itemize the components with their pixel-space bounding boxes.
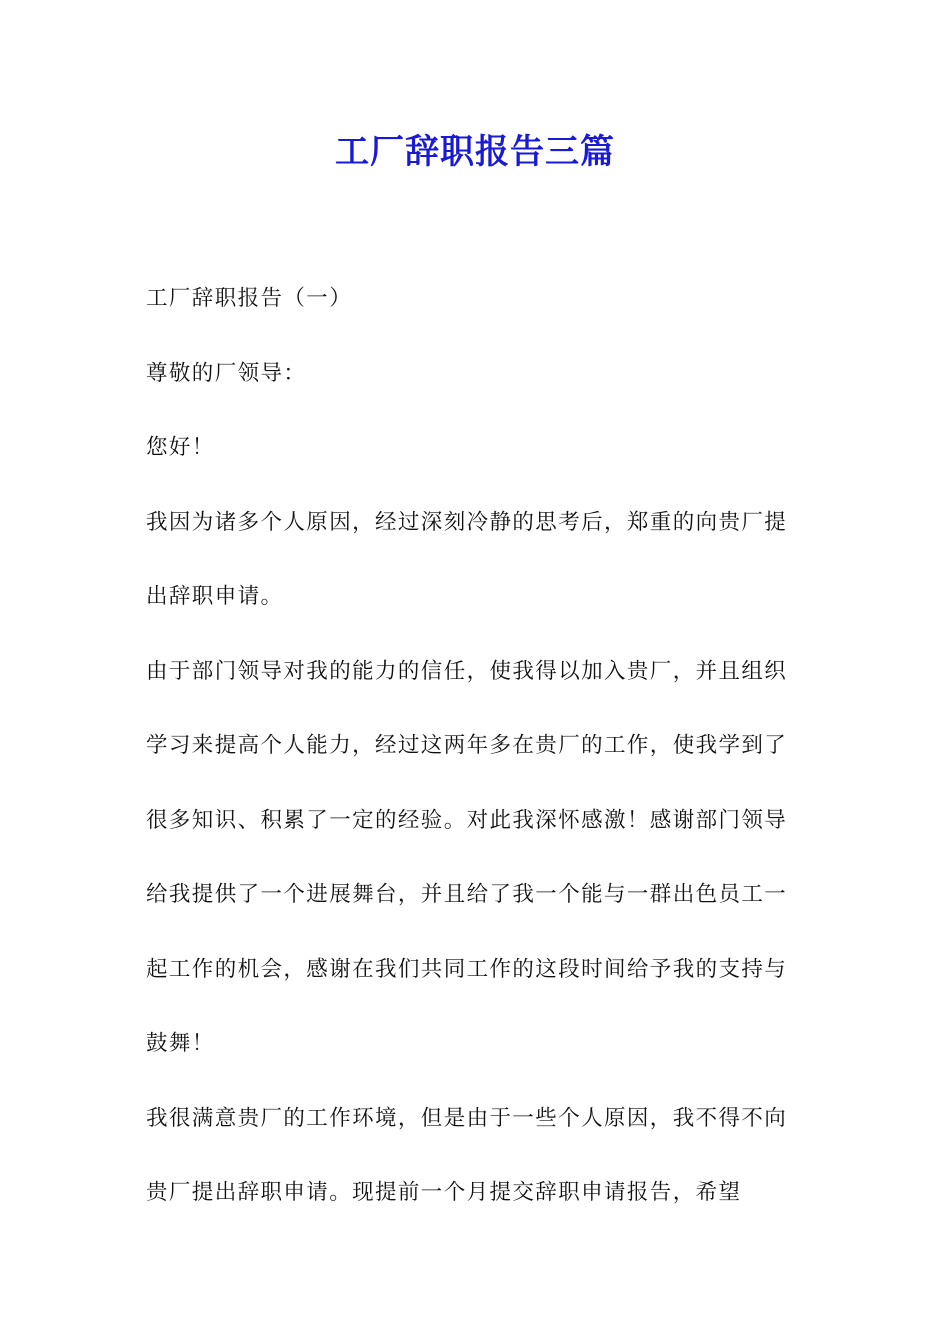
document-title: 工厂辞职报告三篇: [335, 132, 615, 172]
body-paragraph: 我因为诸多个人原因，经过深刻冷静的思考后，郑重的向贵厂提出辞职申请。: [146, 509, 788, 609]
document-body: [146, 262, 806, 1231]
body-paragraph: 我很满意贵厂的工作环境，但是由于一些个人原因，我不得不向贵厂提出辞职申请。现提前一个月提交辞职申请报告，希望: [146, 1105, 788, 1205]
greeting: 您好！: [146, 435, 215, 460]
section-heading: 工厂辞职报告（一）: [146, 286, 353, 311]
salutation: 尊敬的厂领导：: [146, 360, 307, 386]
body-paragraph: 由于部门领导对我的能力的信任，使我得以加入贵厂，并且组织学习来提高个人能力，经过这两年多在贵厂的工作，使我学到了很多知识、积累了一定的经验。对此我深怀感激！感谢部门领导给我提供了一个进展舞台，并且给了我一个能与一群出色员工一起工作的机会，感谢在我们共同工作的这段时间给予我的支持与鼓舞！: [146, 658, 788, 1056]
